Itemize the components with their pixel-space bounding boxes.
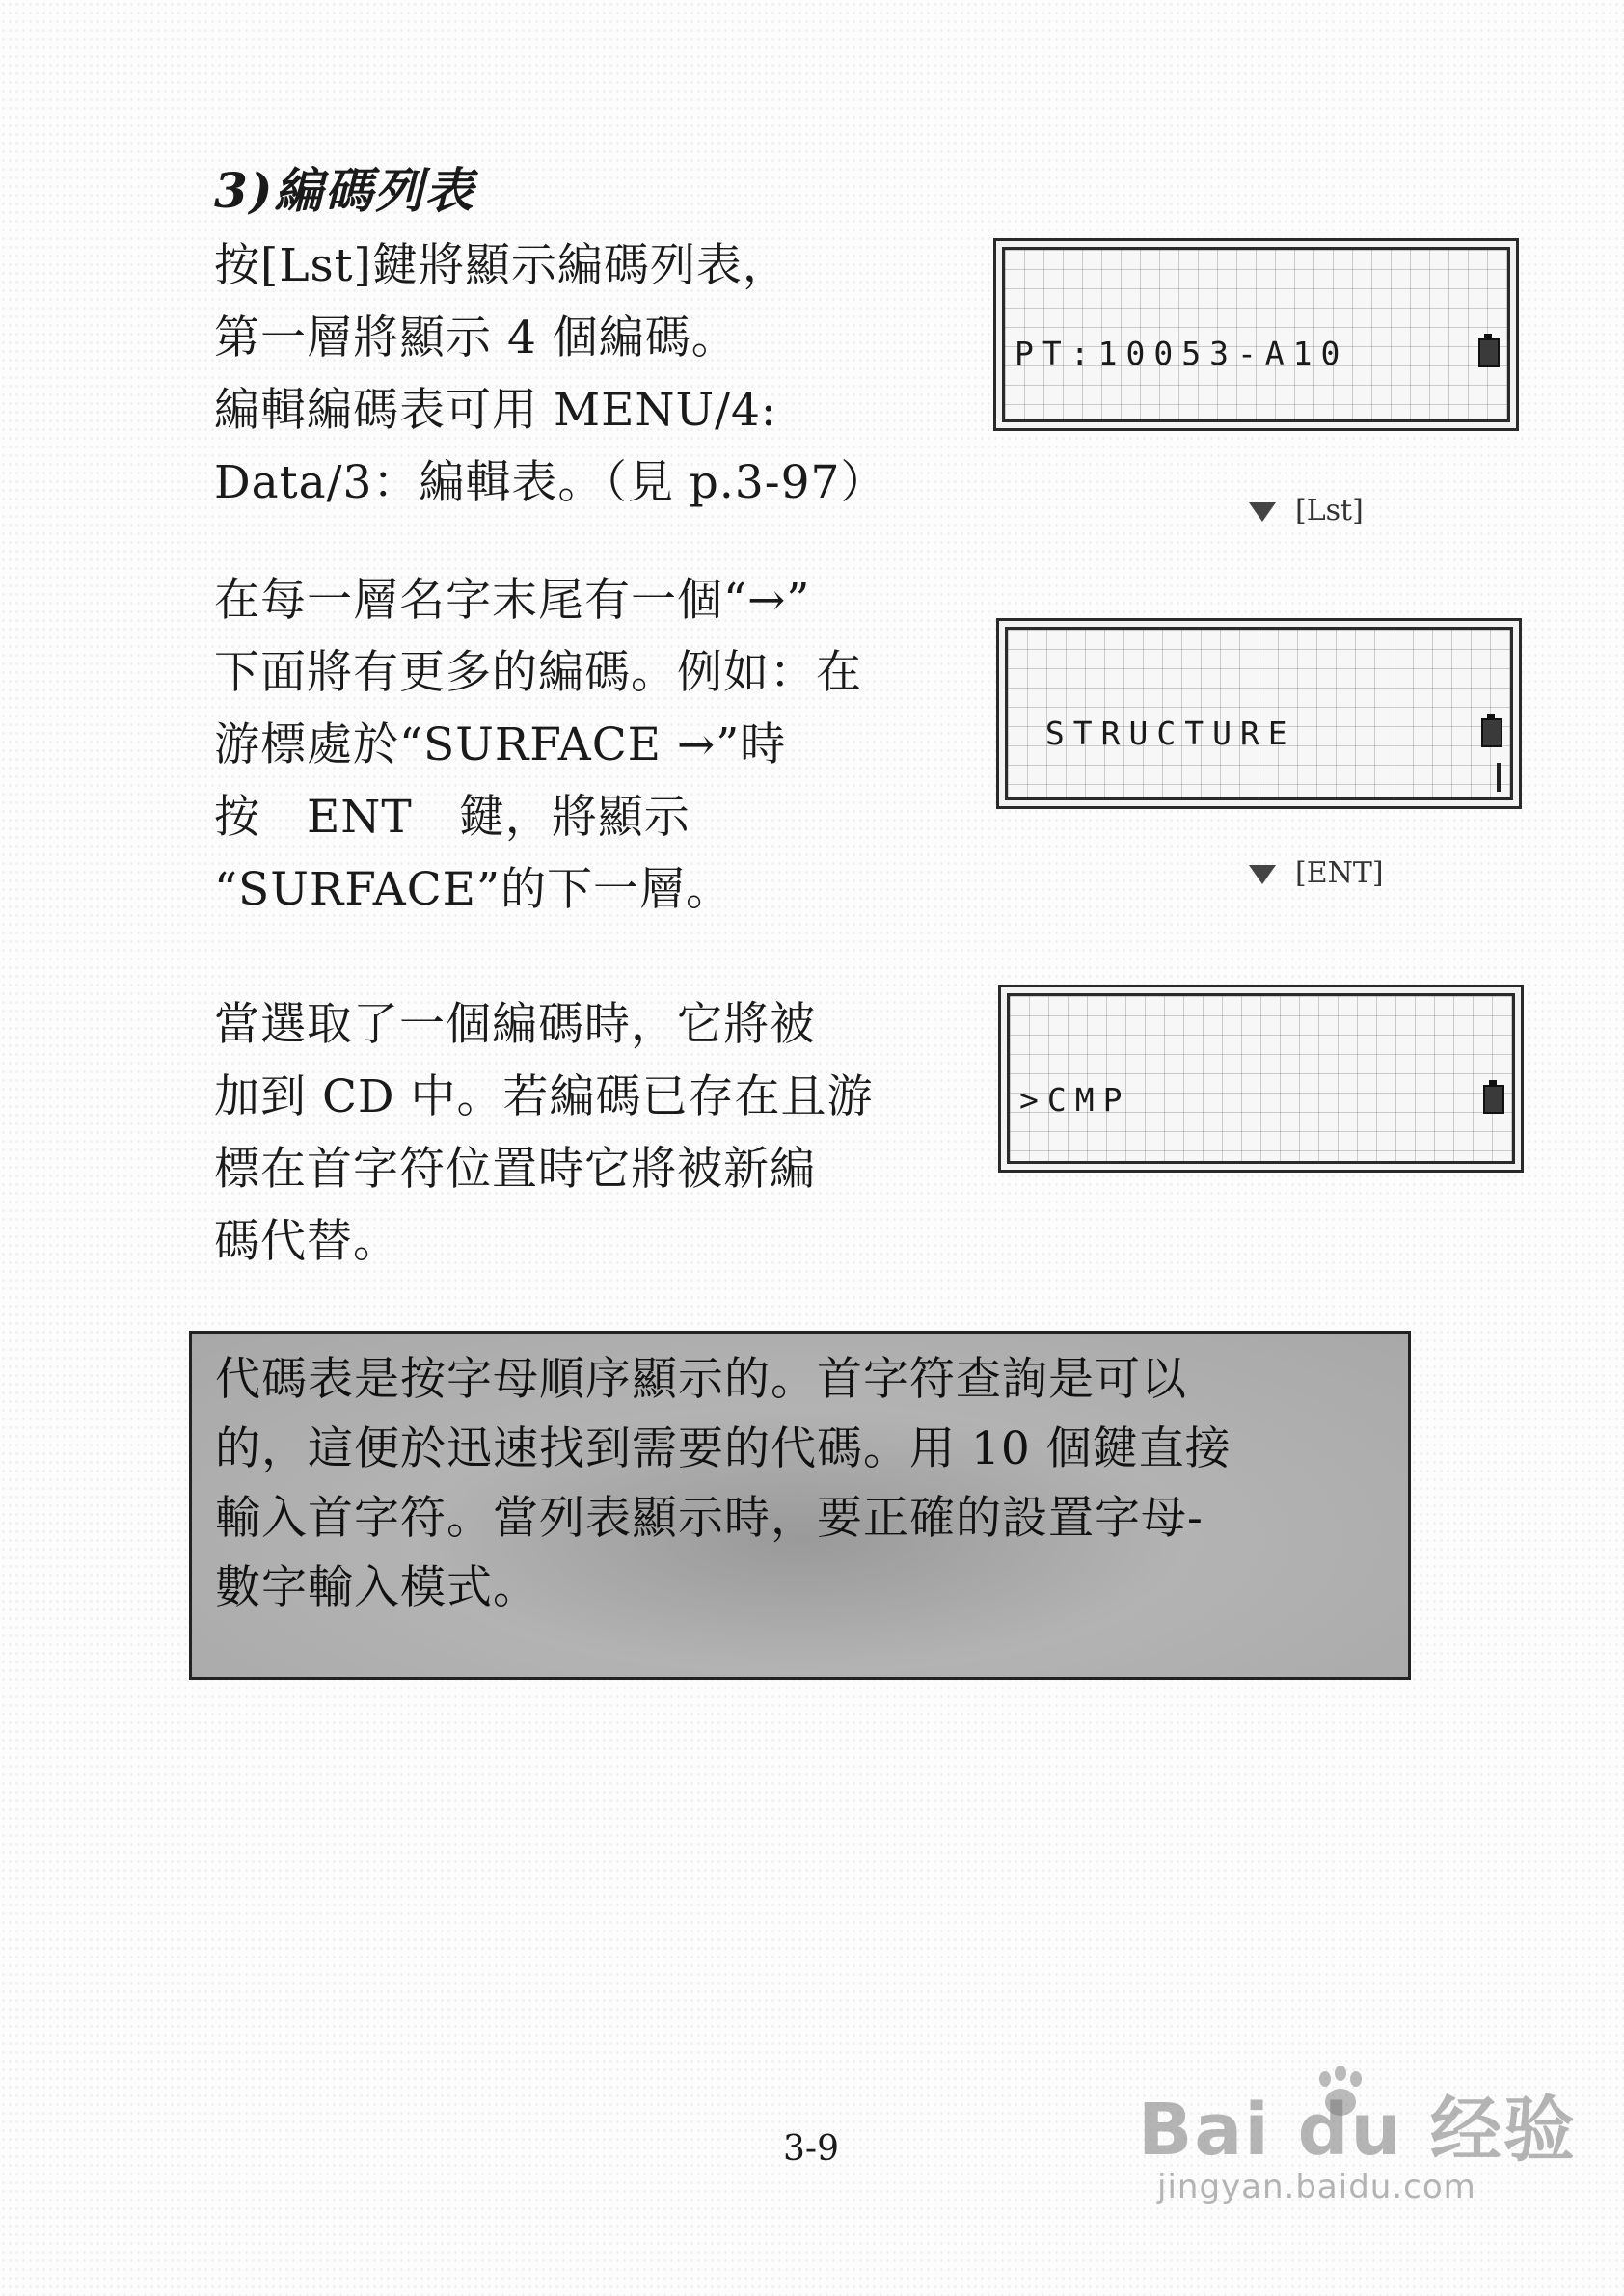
text-line: 按 ENT 鍵，將顯示: [214, 791, 690, 844]
watermark-logo: Bai du 经验: [1138, 2089, 1577, 2172]
baidu-watermark: [1138, 2064, 1591, 2208]
battery-icon: [1483, 1085, 1504, 1114]
paragraph-selection: [214, 988, 874, 1278]
watermark-url: jingyan.baidu.com: [1157, 2168, 1476, 2206]
text-line: 按[Lst]鍵將顯示編碼列表，: [214, 239, 789, 292]
text-line: 下面將有更多的編碼。例如：在: [214, 646, 862, 699]
lcd-row: STRUCTURE: [1017, 715, 1296, 752]
text-line: 碼代替。: [214, 1215, 399, 1268]
key-hint-lst: [1249, 494, 1364, 527]
lcd-screen-sublist: [998, 985, 1524, 1173]
page-number: 3-9: [783, 2129, 839, 2169]
down-arrow-icon: [1249, 865, 1276, 884]
note-box: [189, 1331, 1411, 1680]
key-hint-label: [ENT]: [1295, 856, 1384, 890]
section-title: 3)編碼列表: [214, 162, 475, 219]
note-line: 數字輸入模式。: [215, 1561, 539, 1614]
lcd-screen-code-entry: [993, 238, 1519, 431]
lcd-display: [1007, 993, 1515, 1164]
lcd-row: PT:10053-A10: [1015, 335, 1349, 372]
key-hint-ent: [1249, 856, 1384, 890]
note-line: 輸入首字符。當列表顯示時，要正確的設置字母-: [215, 1492, 1204, 1545]
lcd-display: [1005, 627, 1513, 800]
text-line: 第一層將顯示 4 個編碼。: [214, 311, 738, 365]
text-line: Data/3：編輯表。（見 p.3-97）: [214, 456, 887, 509]
lcd-display: [1002, 247, 1510, 422]
note-line: 代碼表是按字母順序顯示的。首字符查詢是可以: [215, 1353, 1187, 1406]
down-arrow-icon: [1249, 502, 1276, 522]
battery-icon: [1478, 338, 1500, 367]
text-line: 游標處於“SURFACE →”時: [214, 718, 787, 771]
text-line: 在每一層名字末尾有一個“→”: [214, 574, 811, 627]
paragraph-code-list-intro: [214, 230, 886, 519]
note-line: 的，這便於迅速找到需要的代碼。用 10 個鍵直接: [215, 1422, 1232, 1475]
text-line: 標在首字符位置時它將被新編: [214, 1143, 816, 1196]
lcd-screen-code-list: [996, 618, 1522, 809]
lcd-row-selected: >CMP: [1019, 1081, 1131, 1119]
battery-icon: [1481, 718, 1502, 747]
key-hint-label: [Lst]: [1295, 494, 1364, 527]
paragraph-layers: [214, 564, 862, 926]
text-line: 加到 CD 中。若編碼已存在且游: [214, 1070, 874, 1123]
text-line: 當選取了一個編碼時，它將被: [214, 998, 816, 1051]
text-line: “SURFACE”的下一層。: [214, 863, 732, 916]
scroll-indicator-icon: [1497, 763, 1501, 792]
text-line: 編輯編碼表可用 MENU/4:: [214, 384, 777, 437]
